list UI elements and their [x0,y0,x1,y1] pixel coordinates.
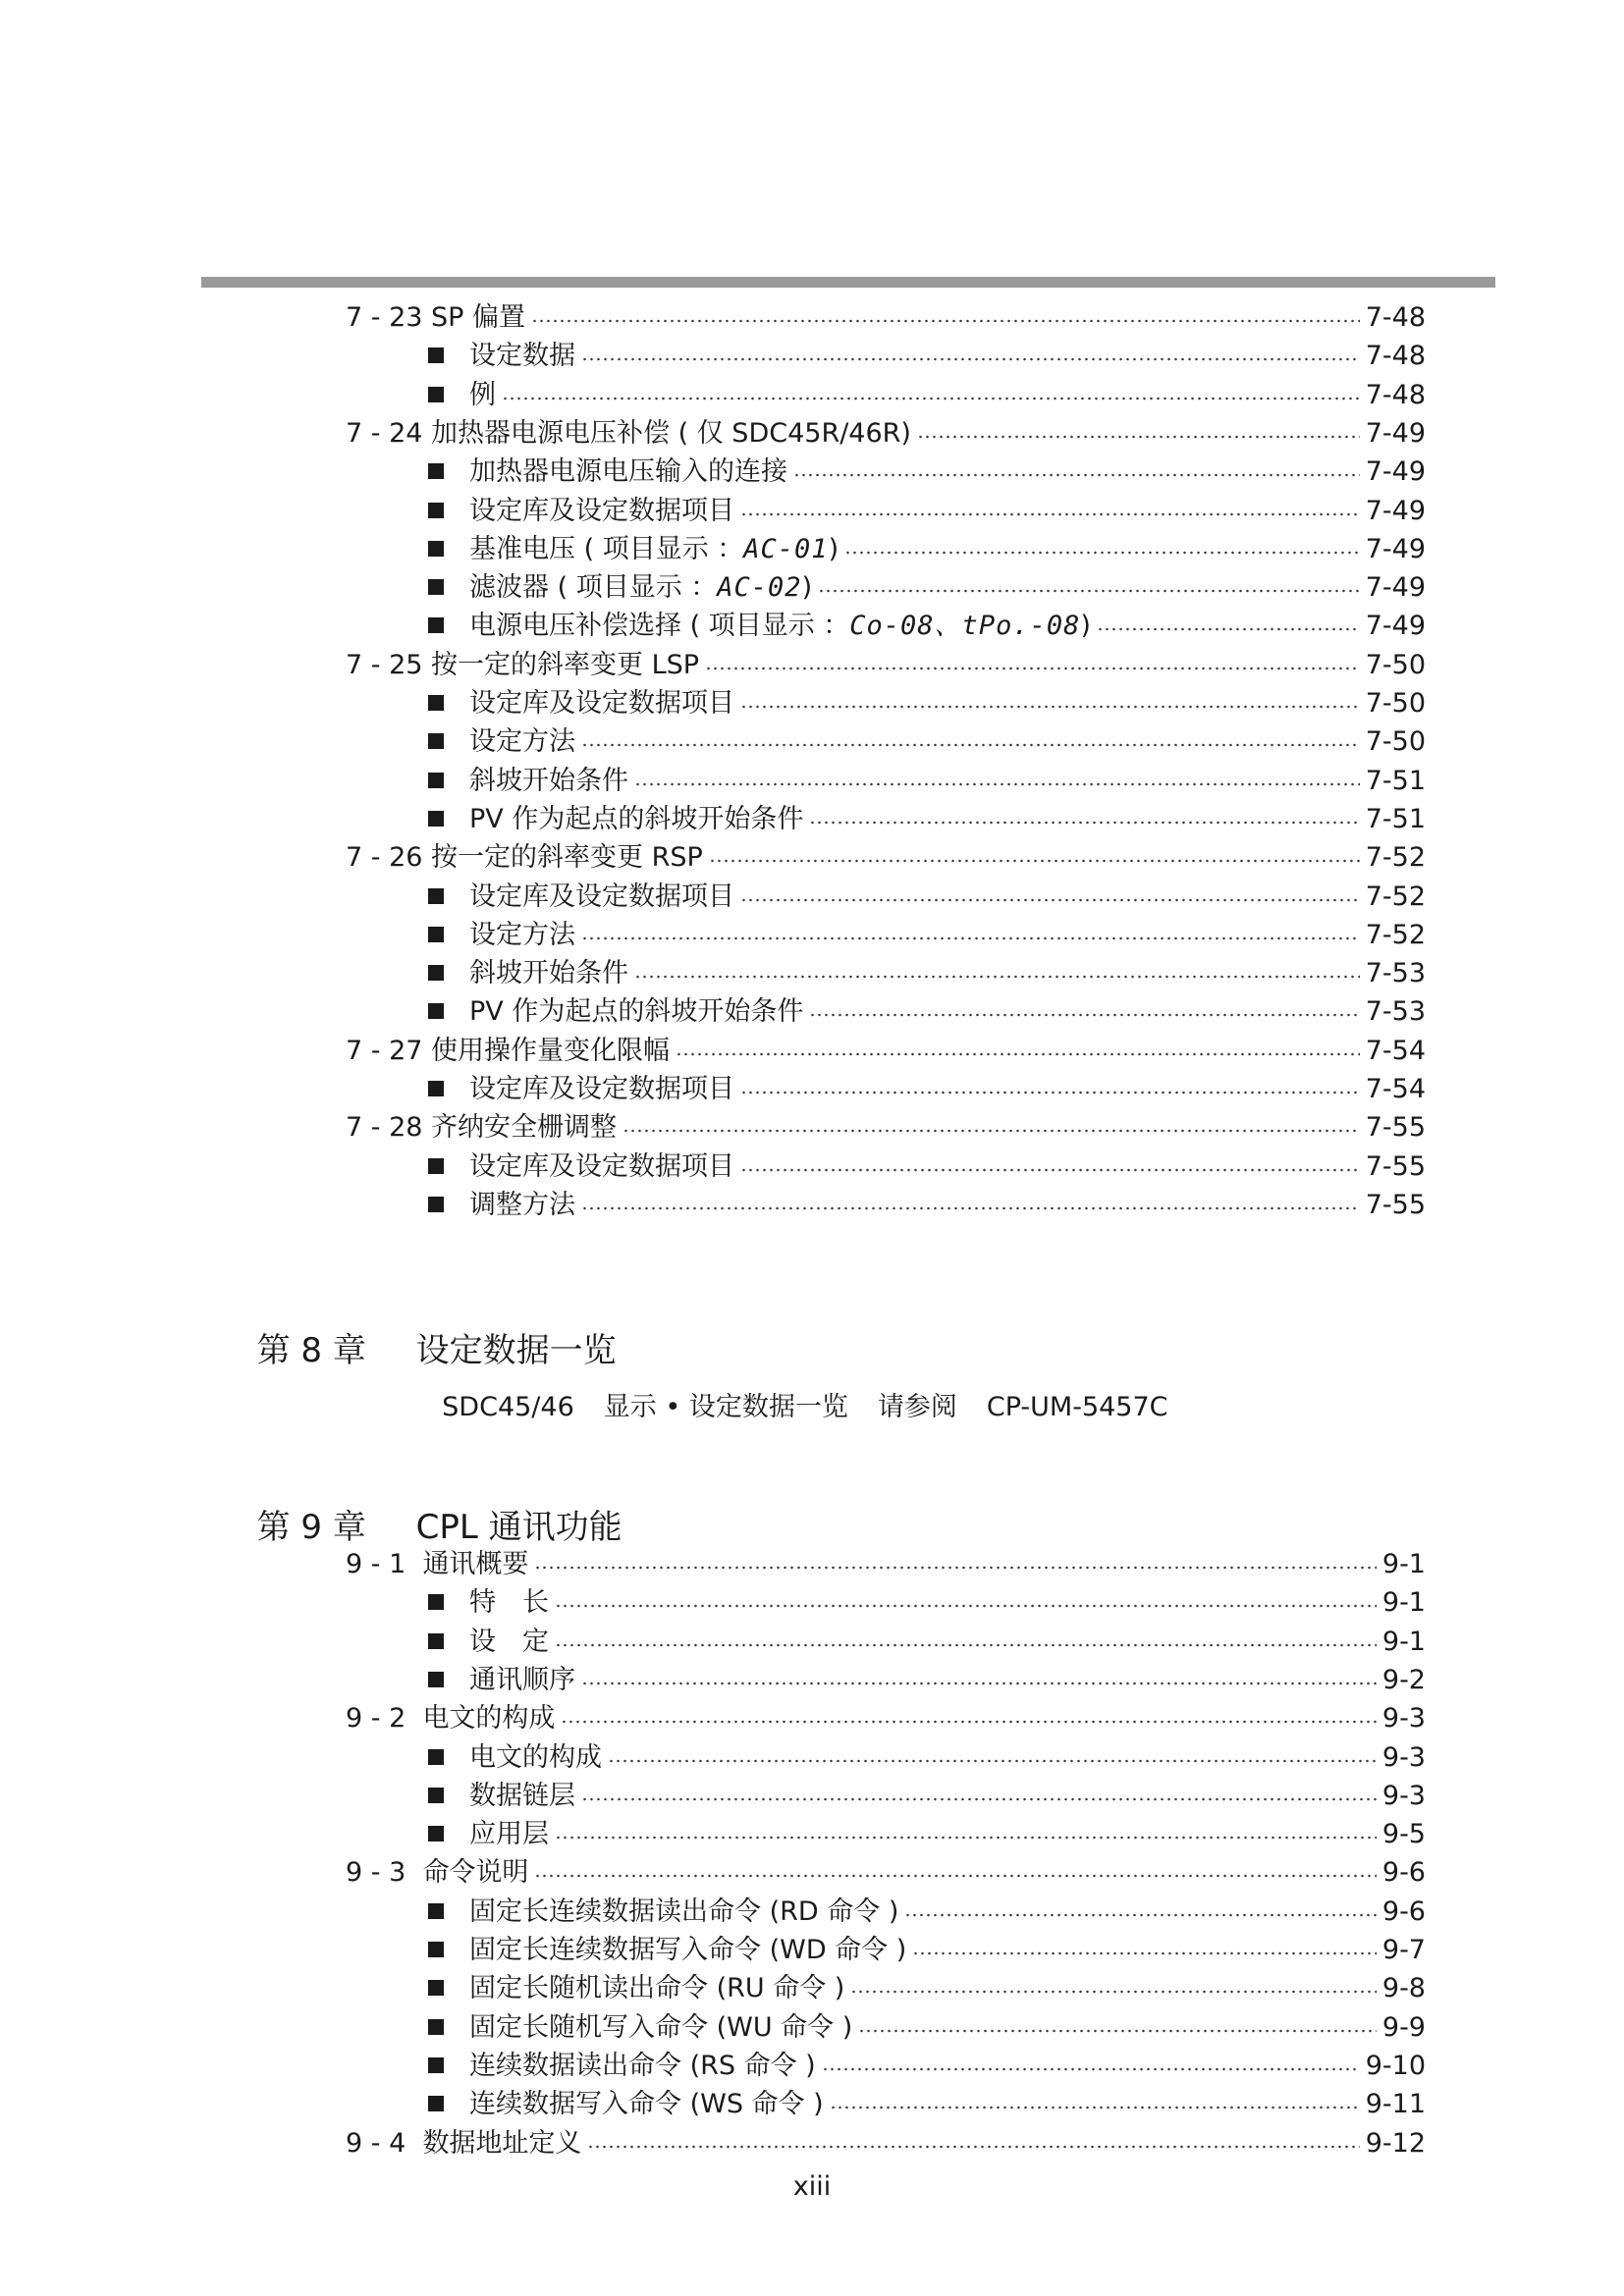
toc-page-number: 7-50 [1365,649,1426,680]
chapter-8-heading [236,1292,617,1370]
square-bullet-icon [428,463,444,479]
dot-leader [740,1168,1360,1172]
page-number: xiii [792,2171,832,2202]
dot-leader [561,1720,1376,1724]
square-bullet-icon [428,1197,444,1212]
dot-leader [531,319,1360,323]
toc-section-number: 7 - 23 [346,302,432,333]
toc-entry-title: 设定方法 [469,919,575,950]
segment-display-code: Co-08、tPo.-08 [849,611,1081,642]
toc-section-number: 9 - 2 [346,1703,423,1735]
toc-section-number: 9 - 3 [346,1857,423,1889]
toc-entry-title: 设定库及设定数据项目 [469,1074,734,1104]
toc-subsection-entry[interactable] [428,341,1426,372]
toc-entry-title-suffix: ) [828,533,839,564]
toc-page-number: 7-48 [1365,379,1426,410]
dot-leader [809,1013,1359,1017]
toc-entry-title: 调整方法 [469,1189,575,1220]
toc-page-number: 9-5 [1381,1819,1426,1850]
toc-page-number: 7-49 [1365,417,1426,449]
dot-leader [555,1643,1377,1647]
square-bullet-icon [428,1749,444,1765]
toc-entry-title: 滤波器 ( 项目显示 ： [469,572,718,604]
toc-page-number: 7-53 [1365,958,1426,989]
toc-section-number: 7 - 28 [346,1112,432,1144]
toc-subsection-entry[interactable] [428,572,1426,604]
dot-leader [581,936,1360,940]
dot-leader [705,667,1360,670]
toc-section-entry[interactable] [346,2128,1426,2160]
toc-section-number: 7 - 24 [346,417,432,449]
dot-leader [740,512,1360,516]
toc-page-number: 7-49 [1365,495,1426,526]
toc-entry-title: 设定数据 [469,341,575,372]
toc-entry-title: 按一定的斜率变更 RSP [431,842,703,874]
toc-entry-title: 固定长连续数据写入命令 (WD 命令 ) [469,1935,907,1965]
toc-page-number: 7-55 [1365,1189,1426,1220]
toc-page-number: 9-6 [1381,1857,1426,1889]
toc-entry-title: 数据链层 [469,1780,575,1811]
square-bullet-icon [428,1826,444,1842]
toc-entry-title: 通讯顺序 [469,1664,575,1695]
toc-subsection-entry[interactable] [428,688,1426,720]
toc-entry-title: 设定库及设定数据项目 [469,881,734,912]
toc-page-number: 9-2 [1381,1664,1426,1695]
dot-leader [1097,627,1360,631]
toc-page-number: 7-50 [1365,726,1426,758]
square-bullet-icon [428,2057,444,2073]
toc-page-number: 9-10 [1365,2050,1426,2081]
toc-page-number: 9-1 [1381,1626,1426,1657]
toc-subsection-entry[interactable] [428,2089,1426,2120]
square-bullet-icon [428,1980,444,1996]
dot-leader [555,1836,1377,1840]
toc-subsection-entry[interactable] [428,920,1426,951]
toc-page-number: 7-52 [1365,881,1426,912]
square-bullet-icon [428,579,444,595]
note-model: SDC45/46 [442,1392,574,1422]
toc-entry-title: 数据地址定义 [422,2127,582,2159]
dot-leader [709,859,1360,863]
dot-leader [623,1129,1360,1133]
toc-subsection-entry[interactable] [428,726,1426,758]
toc-subsection-entry[interactable] [428,1935,1426,1966]
toc-entry-title: PV 作为起点的斜坡开始条件 [469,996,804,1028]
toc-section-entry[interactable] [346,650,1426,681]
dot-leader [850,1990,1377,1994]
toc-page-number: 9-3 [1381,1741,1426,1773]
toc-page-number: 7-49 [1365,572,1426,604]
chapter-9-number: 第 9 章 [256,1508,366,1547]
toc-subsection-entry[interactable] [428,804,1426,835]
toc-subsection-entry[interactable] [428,496,1426,527]
dot-leader [844,551,1360,555]
square-bullet-icon [428,387,444,402]
square-bullet-icon [428,1003,444,1019]
toc-subsection-entry[interactable] [428,1587,1426,1619]
dot-leader [634,782,1360,786]
toc-entry-title: 特 长 [469,1587,549,1619]
toc-entry-title-suffix: ) [801,572,813,604]
toc-page-number: 7-55 [1365,1150,1426,1182]
square-bullet-icon [428,927,444,942]
square-bullet-icon [428,617,444,633]
toc-page-number: 7-51 [1365,765,1426,796]
toc-section-entry[interactable] [346,1549,1426,1580]
dot-leader [587,2145,1359,2149]
square-bullet-icon [428,773,444,788]
dot-leader [581,1206,1360,1210]
toc-page-number: 7-51 [1365,803,1426,834]
toc-subsection-entry[interactable] [428,1665,1426,1696]
dot-leader [917,435,1360,439]
dot-leader [858,2029,1377,2033]
toc-entry-title: 通讯概要 [422,1549,529,1579]
toc-section-entry[interactable] [346,1857,1426,1889]
toc-entry-title: 斜坡开始条件 [469,765,628,796]
toc-section-entry[interactable] [346,842,1426,874]
dot-leader [793,473,1360,477]
square-bullet-icon [428,1672,444,1687]
toc-entry-title: 电源电压补偿选择 ( 项目显示 ： [469,611,850,642]
toc-entry-title: 应用层 [469,1819,549,1850]
toc-section-number: 7 - 27 [346,1035,432,1066]
toc-entry-title: 加热器电源电压补偿 ( 仅 SDC45R/46R) [431,417,911,449]
square-bullet-icon [428,2096,444,2111]
square-bullet-icon [428,541,444,557]
square-bullet-icon [428,733,444,749]
toc-page-number: 7-52 [1365,842,1426,874]
toc-section-number: 7 - 25 [346,649,432,680]
toc-page-number: 9-9 [1381,2011,1426,2043]
dot-leader [830,2106,1360,2109]
toc-page-number: 7-49 [1365,456,1426,488]
toc-page-number: 9-3 [1381,1703,1426,1735]
dot-leader [809,821,1359,825]
toc-entry-title: 连续数据读出命令 (RS 命令 ) [469,2050,816,2081]
square-bullet-icon [428,888,444,904]
toc-page-number: 9-8 [1381,1973,1426,2004]
square-bullet-icon [428,1903,444,1919]
toc-page-number: 7-48 [1365,341,1426,372]
toc-page-number: 9-3 [1381,1780,1426,1811]
toc-page-number: 9-7 [1381,1935,1426,1965]
toc-subsection-entry[interactable] [428,2012,1426,2044]
toc-subsection-entry[interactable] [428,1190,1426,1221]
chapter-8-number: 第 8 章 [256,1331,366,1370]
toc-entry-title: 固定长随机读出命令 (RU 命令 ) [469,1973,845,2004]
chapter-9-title: CPL 通讯功能 [415,1508,623,1547]
toc-subsection-entry[interactable] [428,1896,1426,1928]
segment-display-code: AC-02 [717,572,802,604]
toc-entry-title: 设 定 [469,1626,549,1657]
square-bullet-icon [428,1594,444,1610]
toc-entry-title-suffix: ) [1080,611,1091,642]
toc-section-number: 9 - 4 [346,2127,423,2159]
square-bullet-icon [428,695,444,711]
toc-entry-title: 固定长随机写入命令 (WU 命令 ) [469,2011,853,2043]
toc-subsection-entry[interactable] [428,1973,1426,2004]
toc-subsection-entry[interactable] [428,881,1426,913]
toc-subsection-entry[interactable] [428,1819,1426,1850]
toc-page-number: 7-54 [1365,1035,1426,1066]
toc-subsection-entry[interactable] [428,958,1426,989]
dot-leader [581,1797,1377,1801]
dot-leader [534,1874,1376,1878]
toc-subsection-entry[interactable] [428,996,1426,1028]
dot-leader [818,589,1360,593]
dot-leader [634,975,1360,979]
toc-entry-title: 设定方法 [469,726,575,758]
square-bullet-icon [428,965,444,981]
toc-subsection-entry[interactable] [428,1151,1426,1183]
toc-entry-title: 固定长连续数据读出命令 (RD 命令 ) [469,1896,899,1927]
toc-subsection-entry[interactable] [428,611,1426,642]
toc-entry-title: 基准电压 ( 项目显示 ： [469,533,744,564]
toc-subsection-entry[interactable] [428,380,1426,411]
dot-leader [581,357,1360,361]
toc-page-number: 9-6 [1381,1896,1426,1927]
dot-leader [822,2067,1360,2071]
dot-leader [581,1682,1377,1685]
toc-entry-title: 电文的构成 [469,1741,602,1773]
square-bullet-icon [428,1158,444,1174]
toc-page-number: 7-55 [1365,1112,1426,1144]
dot-leader [555,1604,1377,1608]
toc-section-entry[interactable] [346,1112,1426,1144]
toc-entry-title: 加热器电源电压输入的连接 [469,456,787,488]
square-bullet-icon [428,1633,444,1649]
top-rule [201,277,1495,288]
dot-leader [676,1052,1360,1056]
chapter-8-title: 设定数据一览 [415,1331,617,1370]
toc-entry-title: 连续数据写入命令 (WS 命令 ) [469,2089,824,2120]
toc-subsection-entry[interactable] [428,534,1426,565]
toc-entry-title: 使用操作量变化限幅 [431,1035,671,1066]
toc-page-number: 7-50 [1365,688,1426,719]
toc-page-number: 9-11 [1365,2089,1426,2120]
toc-entry-title: 齐纳安全栅调整 [431,1112,618,1144]
toc-subsection-entry[interactable] [428,766,1426,797]
dot-leader [608,1759,1377,1763]
note-subject: 显示 • 设定数据一览 [603,1392,848,1422]
square-bullet-icon [428,2019,444,2035]
toc-page-number: 7-53 [1365,996,1426,1028]
toc-page-number: 9-1 [1381,1587,1426,1619]
toc-entry-title: 电文的构成 [422,1703,556,1735]
toc-entry-title: 例 [469,379,496,410]
segment-display-code: AC-01 [743,533,829,564]
toc-entry-title: 按一定的斜率变更 LSP [431,649,700,680]
dot-leader [534,1566,1376,1570]
dot-leader [740,898,1360,902]
toc-page-number: 7-54 [1365,1074,1426,1104]
toc-entry-title: 命令说明 [422,1857,529,1889]
toc-entry-title: 斜坡开始条件 [469,958,628,989]
toc-page-number: 9-12 [1365,2127,1426,2159]
chapter-9-heading [236,1468,623,1547]
toc-section-entry[interactable] [346,418,1426,450]
toc-entry-title: SP 偏置 [431,302,526,333]
toc-page-number: 7-52 [1365,919,1426,950]
dot-leader [740,1091,1360,1095]
toc-section-number: 7 - 26 [346,842,432,874]
toc-page-number: 7-48 [1365,302,1426,333]
toc-section-entry[interactable] [346,1036,1426,1067]
toc-page-number: 7-49 [1365,533,1426,564]
toc-subsection-entry[interactable] [428,1074,1426,1105]
toc-entry-title: 设定库及设定数据项目 [469,1150,734,1182]
toc-section-number: 9 - 1 [346,1549,423,1579]
square-bullet-icon [428,1788,444,1803]
dot-leader [502,397,1360,400]
toc-section-entry[interactable] [346,302,1426,334]
square-bullet-icon [428,1081,444,1096]
square-bullet-icon [428,347,444,363]
dot-leader [904,1913,1377,1917]
square-bullet-icon [428,1942,444,1957]
note-refer: 请参阅 [877,1392,957,1422]
toc-page-number: 9-1 [1381,1549,1426,1579]
toc-subsection-entry[interactable] [428,1781,1426,1812]
toc-entry-title: PV 作为起点的斜坡开始条件 [469,803,804,834]
square-bullet-icon [428,811,444,827]
dot-leader [912,1951,1377,1955]
toc-subsection-entry[interactable] [428,2051,1426,2082]
dot-leader [740,705,1360,709]
square-bullet-icon [428,503,444,518]
chapter-8-note [425,1361,1198,1423]
toc-subsection-entry[interactable] [428,1742,1426,1774]
toc-entry-title: 设定库及设定数据项目 [469,495,734,526]
toc-section-entry[interactable] [346,1703,1426,1735]
toc-page-number: 7-49 [1365,611,1426,642]
toc-entry-title: 设定库及设定数据项目 [469,688,734,719]
note-doc-id: CP-UM-5457C [986,1392,1168,1422]
dot-leader [581,743,1360,747]
toc-subsection-entry[interactable] [428,456,1426,488]
toc-subsection-entry[interactable] [428,1627,1426,1658]
